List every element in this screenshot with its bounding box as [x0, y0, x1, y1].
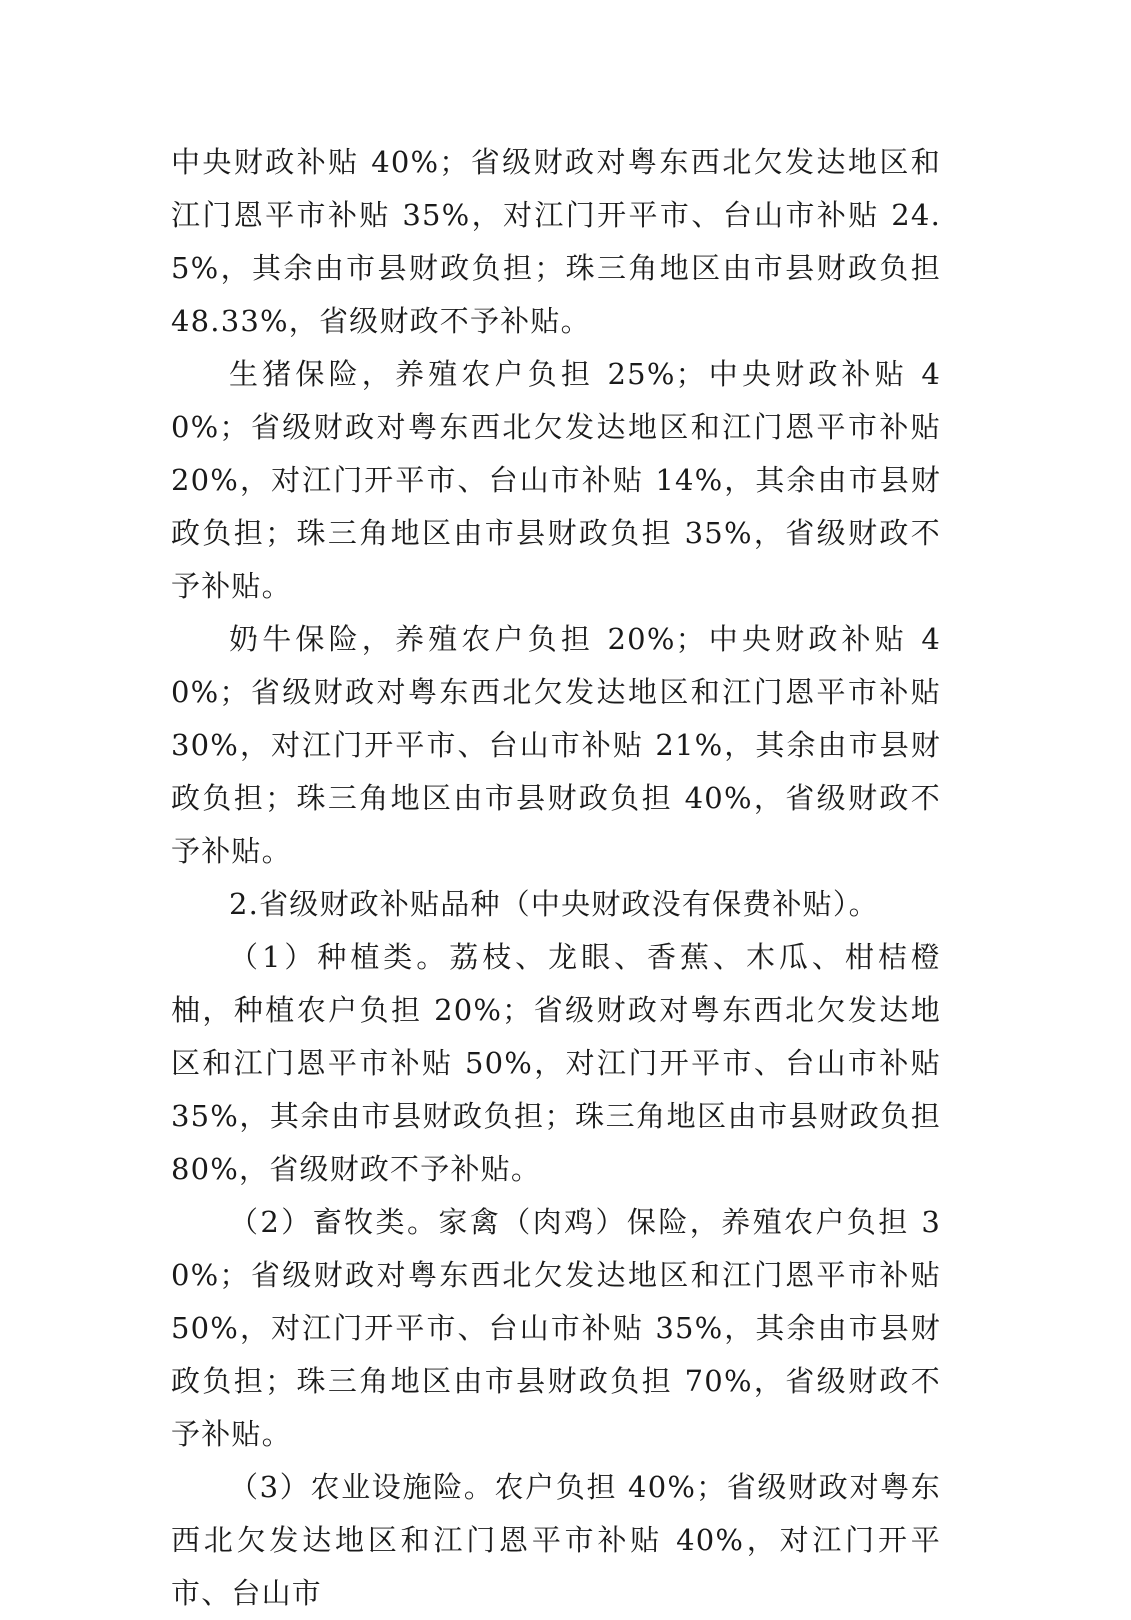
paragraph-livestock: （2）畜牧类。家禽（肉鸡）保险，养殖农户负担 30%；省级财政对粤东西北欠发达地区和江门恩平市补贴 50%，对江门开平市、台山市补贴 35%，其余由市县财政负担；珠三角地区由市县财政负担 70%，省级财政不予补贴。	[171, 1205, 941, 1451]
document-body	[171, 136, 941, 1620]
paragraph-planting: （1）种植类。荔枝、龙眼、香蕉、木瓜、柑桔橙柚，种植农户负担 20%；省级财政对粤东西北欠发达地区和江门恩平市补贴 50%，对江门开平市、台山市补贴 35%，其余由市县财政负担；珠三角地区由市县财政负担 80%，省级财政不予补贴。	[171, 940, 941, 1186]
paragraph-pig-insurance: 生猪保险，养殖农户负担 25%；中央财政补贴 40%；省级财政对粤东西北欠发达地区和江门恩平市补贴 20%，对江门开平市、台山市补贴 14%，其余由市县财政负担；珠三角地区由市县财政负担 35%，省级财政不予补贴。	[171, 357, 941, 603]
paragraph-dairy-cow-insurance: 奶牛保险，养殖农户负担 20%；中央财政补贴 40%；省级财政对粤东西北欠发达地区和江门恩平市补贴 30%，对江门开平市、台山市补贴 21%，其余由市县财政负担；珠三角地区由市县财政负担 40%，省级财政不予补贴。	[171, 622, 941, 868]
paragraph-agri-facility: （3）农业设施险。农户负担 40%；省级财政对粤东西北欠发达地区和江门恩平市补贴 40%，对江门开平市、台山市	[171, 1470, 941, 1610]
paragraph-central-subsidy: 中央财政补贴 40%；省级财政对粤东西北欠发达地区和江门恩平市补贴 35%，对江门开平市、台山市补贴 24.5%，其余由市县财政负担；珠三角地区由市县财政负担 48.33%，省级财政不予补贴。	[171, 145, 941, 338]
section-heading-provincial-subsidy: 2.省级财政补贴品种（中央财政没有保费补贴）。	[229, 887, 879, 921]
